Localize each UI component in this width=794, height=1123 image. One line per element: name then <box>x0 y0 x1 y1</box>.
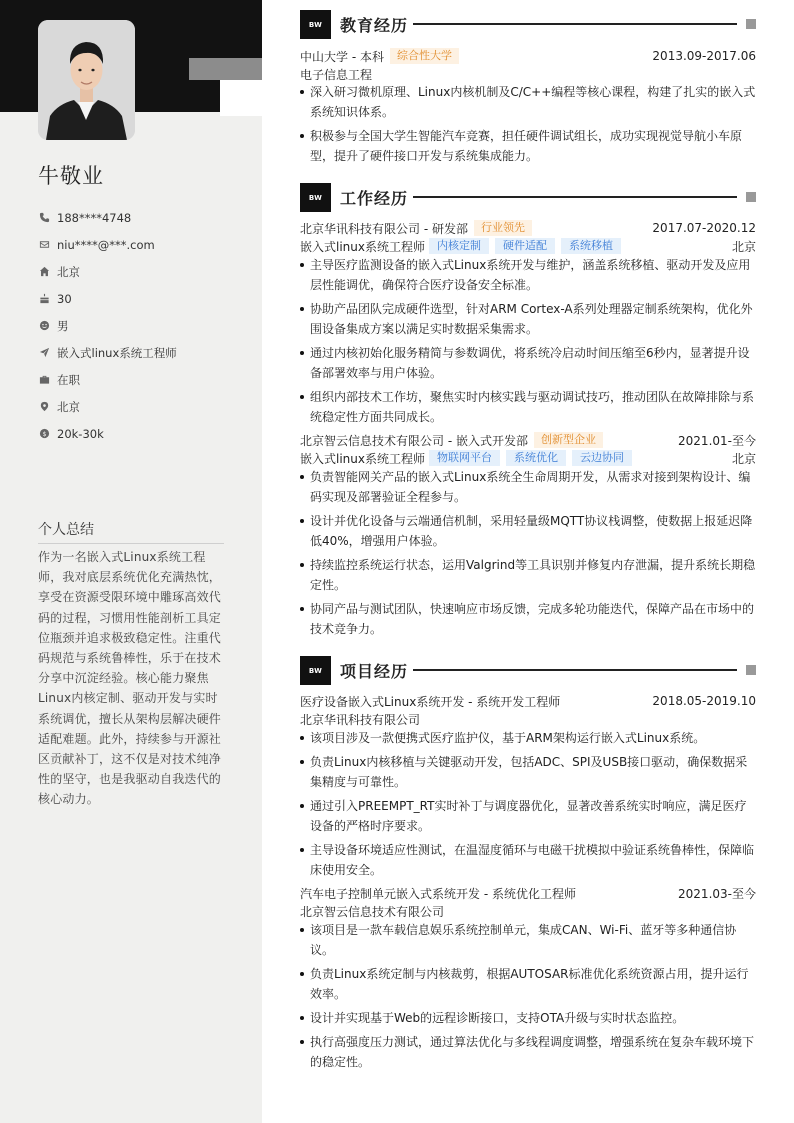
job-2-row <box>300 431 756 449</box>
info-position <box>38 339 238 366</box>
info-city-text: 北京 <box>57 264 80 279</box>
job-2-skill-tag: 物联网平台 <box>429 450 500 466</box>
work-title: 工作经历 <box>340 189 409 208</box>
summary-title: 个人总结 <box>38 519 224 544</box>
info-city <box>38 258 238 285</box>
section-square-marker <box>746 19 756 29</box>
education-major: 电子信息工程 <box>300 67 373 82</box>
job-1-city: 北京 <box>731 239 756 254</box>
list-item: 深入研习微机原理、Linux内核机制及C/C++编程等核心课程，构建了扎实的嵌入式系统知识体系。 <box>300 82 756 122</box>
briefcase-icon <box>38 374 50 386</box>
info-position-text: 嵌入式linux系统工程师 <box>57 345 177 360</box>
phone-icon <box>38 212 50 224</box>
project-title: 项目经历 <box>340 662 409 681</box>
project-1-title: 医疗设备嵌入式Linux系统开发 - 系统开发工程师 <box>300 694 561 709</box>
education-title: 教育经历 <box>340 16 409 35</box>
list-item: 设计并优化设备与云端通信机制，采用轻量级MQTT协议栈调整，使数据上报延迟降低40%，增强用户体验。 <box>300 511 756 551</box>
info-phone <box>38 204 238 231</box>
list-item: 协助产品团队完成硬件选型，针对ARM Cortex-A系列处理器定制系统架构，优化外围设备集成方案以满足实时数据采集需求。 <box>300 299 756 339</box>
job-2-role: 嵌入式linux系统工程师 <box>300 451 425 466</box>
project-2-company: 北京智云信息技术有限公司 <box>300 904 445 919</box>
info-email-text: niu****@***.com <box>57 237 155 252</box>
education-major-row <box>300 65 756 83</box>
list-item: 持续监控系统运行状态，运用Valgrind等工具识别并修复内存泄漏，提升系统长期稳定性。 <box>300 555 756 595</box>
section-badge: BW <box>300 183 331 212</box>
project-2-company-row <box>300 902 756 920</box>
section-divider <box>413 669 737 671</box>
job-1-role-row <box>300 237 756 255</box>
list-item: 该项目涉及一款便携式医疗监护仪，基于ARM架构运行嵌入式Linux系统。 <box>300 728 756 748</box>
job-2-tag: 创新型企业 <box>534 432 603 448</box>
job-1-bullets <box>300 255 756 431</box>
job-1-tag: 行业领先 <box>474 220 532 236</box>
list-item: 负责Linux内核移植与关键驱动开发，包括ADC、SPI及USB接口驱动，确保数据采集精度与可靠性。 <box>300 752 756 792</box>
job-1-skill-tag: 内核定制 <box>429 238 489 254</box>
info-status-text: 在职 <box>57 372 80 387</box>
list-item: 协同产品与测试团队，快速响应市场反馈，完成多轮功能迭代，保障产品在市场中的技术竞争力。 <box>300 599 756 639</box>
header-gray-accent <box>189 58 262 80</box>
education-section-header <box>300 10 756 40</box>
section-badge: BW <box>300 10 331 39</box>
header-white-accent <box>220 80 262 116</box>
project-2-date: 2021.03-至今 <box>678 886 756 901</box>
list-item: 执行高强度压力测试，通过算法优化与多线程调度调整，增强系统在复杂车载环境下的稳定性。 <box>300 1032 756 1072</box>
section-badge: BW <box>300 656 331 685</box>
section-square-marker <box>746 665 756 675</box>
list-item: 负责智能网关产品的嵌入式Linux系统全生命周期开发，从需求对接到架构设计、编码实现及部署验证全程参与。 <box>300 467 756 507</box>
mail-icon <box>38 239 50 251</box>
list-item: 通过内核初始化服务精简与参数调优，将系统冷启动时间压缩至6秒内，显著提升设备部署效率与用户体验。 <box>300 343 756 383</box>
education-date: 2013.09-2017.06 <box>652 49 756 63</box>
info-salary-text: 20k-30k <box>57 426 104 441</box>
info-target-city <box>38 393 238 420</box>
education-school: 中山大学 - 本科 <box>300 49 384 64</box>
location-pin-icon <box>38 401 50 413</box>
project-1-date: 2018.05-2019.10 <box>652 694 756 708</box>
project-section-header <box>300 656 756 686</box>
send-icon <box>38 347 50 359</box>
education-tag: 综合性大学 <box>390 48 459 64</box>
job-1-skill-tag: 硬件适配 <box>495 238 555 254</box>
info-age-text: 30 <box>57 291 72 306</box>
job-1-skill-tag: 系统移植 <box>561 238 621 254</box>
info-email <box>38 231 238 258</box>
project-2-title: 汽车电子控制单元嵌入式系统开发 - 系统优化工程师 <box>300 886 576 901</box>
project-1-row <box>300 692 756 710</box>
project-2-row <box>300 884 756 902</box>
info-gender-text: 男 <box>57 318 69 333</box>
avatar <box>38 20 135 140</box>
job-2-date: 2021.01-至今 <box>678 433 756 448</box>
info-target-city-text: 北京 <box>57 399 80 414</box>
sidebar <box>0 0 262 1123</box>
gender-icon <box>38 320 50 332</box>
project-1-company: 北京华讯科技有限公司 <box>300 712 421 727</box>
cake-icon <box>38 293 50 305</box>
info-phone-text: 188****4748 <box>57 210 132 225</box>
candidate-name: 牛敬业 <box>38 164 104 188</box>
job-1-date: 2017.07-2020.12 <box>652 221 756 235</box>
salary-icon <box>38 428 50 440</box>
job-1-role: 嵌入式linux系统工程师 <box>300 239 425 254</box>
education-bullets <box>300 82 756 170</box>
svg-text:$: $ <box>41 429 47 438</box>
info-status <box>38 366 238 393</box>
info-gender <box>38 312 238 339</box>
job-2-company: 北京智云信息技术有限公司 - 嵌入式开发部 <box>300 433 528 448</box>
job-2-skill-tag: 系统优化 <box>506 450 566 466</box>
section-divider <box>413 196 737 198</box>
job-2-city: 北京 <box>731 451 756 466</box>
education-row <box>300 47 756 65</box>
list-item: 负责Linux系统定制与内核裁剪，根据AUTOSAR标准优化系统资源占用，提升运行效率。 <box>300 964 756 1004</box>
info-age <box>38 285 238 312</box>
job-1-row <box>300 219 756 237</box>
job-2-skill-tag: 云边协同 <box>572 450 632 466</box>
list-item: 通过引入PREEMPT_RT实时补丁与调度器优化，显著改善系统实时响应，满足医疗设备的严格时序要求。 <box>300 796 756 836</box>
job-2-bullets <box>300 467 756 643</box>
home-icon <box>38 266 50 278</box>
job-1-company: 北京华讯科技有限公司 - 研发部 <box>300 221 468 236</box>
project-2-bullets <box>300 920 756 1076</box>
info-salary <box>38 420 238 447</box>
list-item: 该项目是一款车载信息娱乐系统控制单元，集成CAN、Wi-Fi、蓝牙等多种通信协议。 <box>300 920 756 960</box>
section-divider <box>413 23 737 25</box>
list-item: 积极参与全国大学生智能汽车竞赛，担任硬件调试组长，成功实现视觉导航小车原型，提升了硬件接口开发与系统集成能力。 <box>300 126 756 166</box>
list-item: 主导医疗监测设备的嵌入式Linux系统开发与维护，涵盖系统移植、驱动开发及应用层性能调优，确保符合医疗设备安全标准。 <box>300 255 756 295</box>
section-square-marker <box>746 192 756 202</box>
project-1-bullets <box>300 728 756 884</box>
project-1-company-row <box>300 710 756 728</box>
list-item: 设计并实现基于Web的远程诊断接口，支持OTA升级与实时状态监控。 <box>300 1008 756 1028</box>
work-section-header <box>300 183 756 213</box>
job-2-role-row <box>300 449 756 467</box>
summary-text: 作为一名嵌入式Linux系统工程师，我对底层系统优化充满热忱，享受在资源受限环境中雕琢高效代码的过程，习惯用性能剖析工具定位瓶颈并追求极致稳定性。注重代码规范与系统鲁棒性，乐于在技术分享中沉淀经验。核心能力聚焦Linux内核定制、驱动开发与实时系统调优，擅长从架构层解决硬件适配难题。此外，持续参与开源社区贡献补丁，这不仅是对技术纯净性的坚守，也是我驱动自我迭代的核心动力。 <box>38 550 222 807</box>
list-item: 组织内部技术工作坊，聚焦实时内核实践与驱动调试技巧，推动团队在故障排除与系统稳定性方面共同成长。 <box>300 387 756 427</box>
list-item: 主导设备环境适应性测试，在温湿度循环与电磁干扰模拟中验证系统鲁棒性，保障临床使用安全。 <box>300 840 756 880</box>
contact-info-list <box>38 204 238 447</box>
